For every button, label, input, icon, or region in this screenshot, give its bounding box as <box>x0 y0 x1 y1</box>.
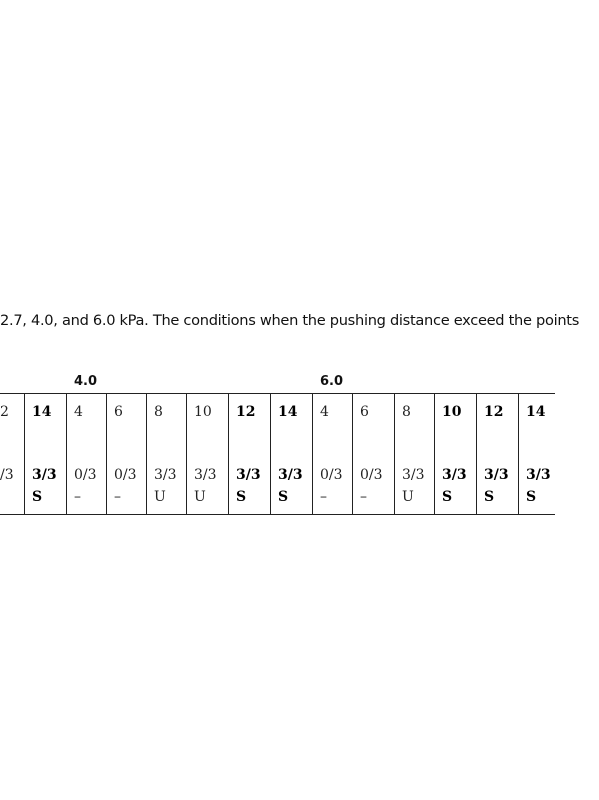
group-label-4-0: 4.0 <box>74 374 98 389</box>
column-divider <box>270 394 271 515</box>
header-rule <box>0 393 555 394</box>
distance-cell: 14 <box>526 404 546 420</box>
condition-cell: S <box>32 489 43 505</box>
group-label-6-0: 6.0 <box>320 374 344 389</box>
distance-cell: 14 <box>278 404 298 420</box>
condition-cell: U <box>194 489 206 505</box>
condition-cell: – <box>360 489 367 505</box>
column-divider <box>518 394 519 515</box>
ratio-cell: 0/3 <box>360 467 383 483</box>
distance-cell: 6 <box>114 404 123 420</box>
ratio-cell: 0/3 <box>114 467 137 483</box>
condition-cell: S <box>484 489 495 505</box>
ratio-cell: 3/3 <box>402 467 425 483</box>
column-divider <box>186 394 187 515</box>
column-divider <box>312 394 313 515</box>
ratio-cell: 3/3 <box>442 467 467 483</box>
condition-cell: S <box>442 489 453 505</box>
column-divider <box>352 394 353 515</box>
distance-cell: 8 <box>402 404 411 420</box>
condition-cell: S <box>278 489 289 505</box>
distance-cell: 4 <box>320 404 329 420</box>
condition-cell: U <box>154 489 166 505</box>
bottom-rule <box>0 514 555 515</box>
condition-cell: S <box>526 489 537 505</box>
ratio-cell: 0/3 <box>320 467 343 483</box>
ratio-cell: 3/3 <box>154 467 177 483</box>
condition-cell: U <box>402 489 414 505</box>
distance-cell: 12 <box>484 404 504 420</box>
column-divider <box>434 394 435 515</box>
column-divider <box>106 394 107 515</box>
ratio-cell: 3/3 <box>278 467 303 483</box>
distance-cell: 10 <box>194 404 212 420</box>
column-divider <box>146 394 147 515</box>
column-divider <box>66 394 67 515</box>
ratio-cell: 3/3 <box>484 467 509 483</box>
distance-cell: 2 <box>0 404 9 420</box>
ratio-cell: 3/3 <box>194 467 217 483</box>
ratio-cell: 0/3 <box>74 467 97 483</box>
column-divider <box>24 394 25 515</box>
condition-cell: – <box>74 489 81 505</box>
ratio-cell: /3 <box>0 467 14 483</box>
ratio-cell: 3/3 <box>236 467 261 483</box>
condition-cell: – <box>320 489 327 505</box>
column-divider <box>394 394 395 515</box>
condition-cell: S <box>236 489 247 505</box>
distance-cell: 8 <box>154 404 163 420</box>
table-caption: 2.7, 4.0, and 6.0 kPa. The conditions when the pushing distance exceed the points <box>0 312 580 329</box>
distance-cell: 6 <box>360 404 369 420</box>
distance-cell: 4 <box>74 404 83 420</box>
ratio-cell: 3/3 <box>32 467 57 483</box>
condition-cell: – <box>114 489 121 505</box>
distance-cell: 10 <box>442 404 462 420</box>
distance-cell: 12 <box>236 404 256 420</box>
distance-cell: 14 <box>32 404 52 420</box>
column-divider <box>228 394 229 515</box>
column-divider <box>476 394 477 515</box>
ratio-cell: 3/3 <box>526 467 551 483</box>
